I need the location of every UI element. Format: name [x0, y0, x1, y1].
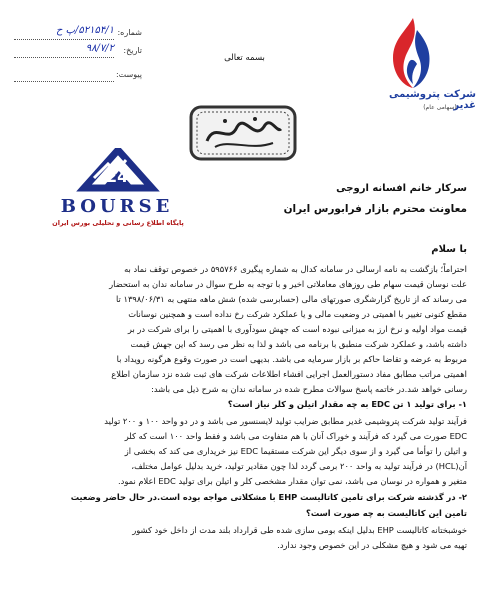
number-label: شماره: — [117, 28, 142, 37]
question-1: ۱- برای تولید ۱ تن EDC به چه مقدار اتیلن و کلر نیاز است؟ — [227, 399, 467, 409]
body-line: اهمیتی مراتب مطابق مفاد دستورالعمل اجرایی افشاء اطلاعات شرکت های ثبت شده نزد سازمان اطلاع — [111, 369, 467, 379]
salutation: با سلام — [431, 244, 467, 255]
company-name: شرکت پتروشیمی غدیر — [389, 89, 476, 111]
question-2-cont: تامین این کاتالیست به چه صورت است؟ — [306, 508, 467, 518]
body-line: متغیر و همواره در نوسان می باشد، نمی توان مقدار مشخصی کلر و اتیلن برای تولید EDC اعلام نمود. — [118, 476, 467, 486]
body-line: فرآیند تولید شرکت پتروشیمی غدیر مطابق ضرایب تولید لایسنسور می باشد و در دو واحد ۱۰۰ و ۲۰۰ تولید — [104, 416, 467, 426]
date-label: تاریخ: — [123, 46, 142, 55]
body-line: خوشبختانه کاتالیست EHP بدلیل اینکه بومی سازی شده طی قرارداد بلند مدت از داخل خود کشور — [132, 525, 467, 535]
bourse-wordmark: BOURSE — [60, 196, 174, 217]
body-line: علت نوسان قیمت سهام طی روزهای معاملاتی اخیر و با توجه به طرح سوال در سامانه ندان به استحضار — [109, 279, 467, 289]
bourse-subtitle: پایگاه اطلاع رسانی و تحلیلی بورس ایران — [52, 219, 184, 227]
body-line: EDC صورت می گیرد که فرآیند و خوراک آنان با هم متفاوت می باشد و فقط واحد ۱۰۰ است که کلر — [124, 431, 467, 441]
body-line: مربوط به عرضه و تقاضا حاکم بر بازار سرمایه می باشد. بدیهی است در صورت وقوع هرگونه رویداد با — [116, 354, 467, 364]
body-line: آن(HCL) در فرآیند تولید به واحد ۲۰۰ برمی گردد لذا چون مقادیر تولید، خرید بدلیل عوامل مختلف، — [131, 461, 467, 471]
attachment-label: پیوست: — [115, 70, 142, 79]
halt-seal-stamp — [185, 103, 301, 163]
company-flame-logo-icon — [383, 16, 439, 94]
body-line: و اتیلن را توأما می گیرد و از سوی دیگر این شرکت مستقیما EDC نیز خریداری می کند که بخشی از — [124, 446, 467, 456]
number-value: ۵۲۱۵۴/۱/پ ح — [55, 25, 114, 36]
bismillah-heading: بسمه تعالی — [224, 53, 265, 63]
body-line: تهیه می شود و هیچ مشکلی در این خصوص وجود ندارد. — [277, 540, 467, 550]
body-line: احتراماً؛ بازگشت به نامه ارسالی در سامانه کدال به شماره پیگیری ۵۹۵۷۶۶ در خصوص توقف نماد به — [124, 264, 467, 274]
recipient-title: معاونت محترم بازار فرابورس ایران — [283, 203, 467, 215]
company-type: (سهامی عام) — [423, 104, 457, 111]
body-line: قیمت مواد اولیه و نرخ ارز به میزانی نبوده است که جهش سودآوری با اهمیتی را برای شرکت در بر — [127, 324, 467, 334]
body-line: داشته باشد، و عملکرد شرکت منطبق با برنامه می باشد و لذا به نظر می رسد که این جهش قیمت — [130, 339, 467, 349]
svg-text:24: 24 — [106, 167, 129, 186]
body-line: می رساند که از تاریخ گزارشگری صورتهای مالی (حسابرسی شده) شش ماهه منتهی به ۱۳۹۸/۰۶/۳۱ تا — [116, 294, 467, 304]
body-line: مقطع کنونی تغییر با اهمیتی در وضعیت مالی و یا عملکرد شرکت رخ نداده است و همچنین نوسانات — [128, 309, 467, 319]
body-line: رسانی خواهد شد.در خاتمه پاسخ سوالات مطرح شده در سامانه ندان به شرح ذیل می باشد: — [151, 384, 467, 394]
attachment-underline — [14, 81, 114, 82]
date-value: ۹۸/۷/۲ — [85, 43, 114, 54]
attachment-field — [14, 70, 142, 84]
number-underline — [14, 39, 114, 40]
question-2: ۲- در گذشته شرکت برای تامین کاتالیست EHP با مشکلاتی مواجه بوده است.در حال حاضر وضعیت — [70, 492, 467, 502]
recipient-name: سرکار خانم افسانه اروجی — [336, 183, 467, 194]
number-field — [14, 25, 142, 42]
